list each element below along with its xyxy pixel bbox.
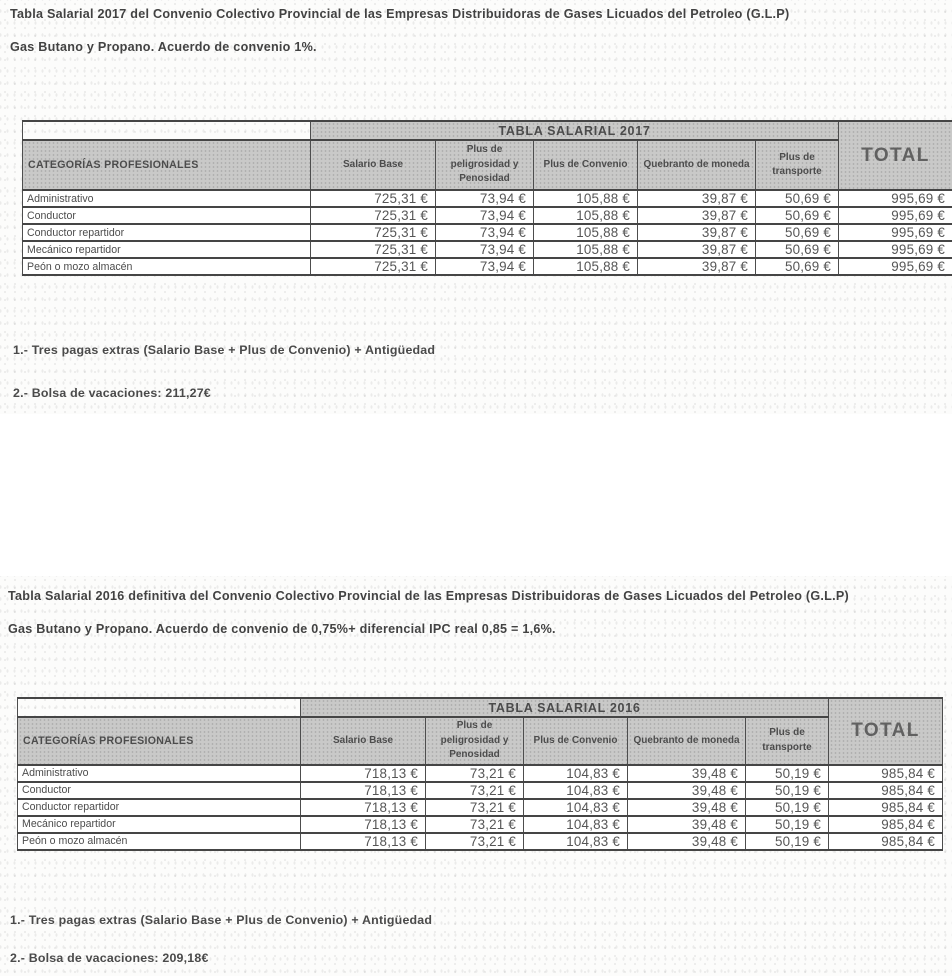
value-cell: 39,87 € xyxy=(638,224,756,241)
heading-2016-line1: Tabla Salarial 2016 definitiva del Convenio Colectivo Provincial de las Empresas Distribuidoras de Gases Licuados del Petroleo (G.L.P) xyxy=(8,589,849,603)
value-cell: 104,83 € xyxy=(524,833,628,850)
value-cell: 105,88 € xyxy=(534,241,638,258)
value-cell: 104,83 € xyxy=(524,799,628,816)
column-header-convenio: Plus de Convenio xyxy=(524,717,628,765)
column-header-quebranto: Quebranto de moneda xyxy=(638,140,756,190)
value-cell: 50,19 € xyxy=(746,816,829,833)
value-cell: 718,13 € xyxy=(301,799,426,816)
column-header-transporte: Plus de transporte xyxy=(756,140,839,190)
note-vacation-allowance-2016: 2.- Bolsa de vacaciones: 209,18€ xyxy=(10,951,209,965)
total-cell: 995,69 € xyxy=(839,190,952,207)
total-cell: 985,84 € xyxy=(829,799,943,816)
value-cell: 105,88 € xyxy=(534,190,638,207)
table-row xyxy=(18,782,943,799)
total-column-header: TOTAL xyxy=(839,121,952,190)
value-cell: 39,48 € xyxy=(628,816,746,833)
value-cell: 50,19 € xyxy=(746,833,829,850)
table-title-row xyxy=(23,121,952,140)
salary-table-2016 xyxy=(17,697,943,851)
category-cell: Administrativo xyxy=(18,765,301,782)
category-cell: Mecánico repartidor xyxy=(23,241,311,258)
value-cell: 39,87 € xyxy=(638,241,756,258)
total-cell: 985,84 € xyxy=(829,782,943,799)
total-column-header: TOTAL xyxy=(829,698,943,765)
value-cell: 73,21 € xyxy=(426,765,524,782)
value-cell: 718,13 € xyxy=(301,833,426,850)
value-cell: 39,48 € xyxy=(628,833,746,850)
value-cell: 50,19 € xyxy=(746,799,829,816)
value-cell: 50,69 € xyxy=(756,190,839,207)
category-cell: Conductor repartidor xyxy=(18,799,301,816)
total-cell: 985,84 € xyxy=(829,765,943,782)
note-extra-pay-2017: 1.- Tres pagas extras (Salario Base + Plus de Convenio) + Antigüedad xyxy=(13,343,436,357)
value-cell: 725,31 € xyxy=(311,190,436,207)
column-header-convenio: Plus de Convenio xyxy=(534,140,638,190)
heading-2017-line1: Tabla Salarial 2017 del Convenio Colectivo Provincial de las Empresas Distribuidoras de Gases Licuados del Petroleo (G.L.P) xyxy=(10,7,790,21)
category-cell: Conductor repartidor xyxy=(23,224,311,241)
column-header-transporte: Plus de transporte xyxy=(746,717,829,765)
value-cell: 50,69 € xyxy=(756,207,839,224)
value-cell: 39,48 € xyxy=(628,799,746,816)
value-cell: 73,94 € xyxy=(436,258,534,275)
value-cell: 50,69 € xyxy=(756,258,839,275)
value-cell: 73,94 € xyxy=(436,190,534,207)
value-cell: 725,31 € xyxy=(311,224,436,241)
column-header-peligrosidad: Plus de peligrosidad y Penosidad xyxy=(436,140,534,190)
table-title: TABLA SALARIAL 2016 xyxy=(301,698,829,717)
value-cell: 39,48 € xyxy=(628,765,746,782)
value-cell: 50,69 € xyxy=(756,224,839,241)
table-row xyxy=(23,258,952,275)
spacer-cell xyxy=(23,121,311,140)
value-cell: 39,87 € xyxy=(638,258,756,275)
value-cell: 73,94 € xyxy=(436,224,534,241)
total-cell: 995,69 € xyxy=(839,207,952,224)
value-cell: 725,31 € xyxy=(311,258,436,275)
table-row xyxy=(23,207,952,224)
note-extra-pay-2016: 1.- Tres pagas extras (Salario Base + Plus de Convenio) + Antigüedad xyxy=(10,913,433,927)
value-cell: 73,21 € xyxy=(426,833,524,850)
category-cell: Administrativo xyxy=(23,190,311,207)
column-header-row xyxy=(23,140,952,190)
total-cell: 985,84 € xyxy=(829,816,943,833)
table-row xyxy=(18,816,943,833)
table-row xyxy=(23,224,952,241)
value-cell: 725,31 € xyxy=(311,207,436,224)
heading-2017-line2: Gas Butano y Propano. Acuerdo de convenio 1%. xyxy=(10,40,317,54)
value-cell: 104,83 € xyxy=(524,765,628,782)
value-cell: 50,69 € xyxy=(756,241,839,258)
value-cell: 73,94 € xyxy=(436,207,534,224)
column-header-salario-base: Salario Base xyxy=(301,717,426,765)
spacer-cell xyxy=(18,698,301,717)
table-title: TABLA SALARIAL 2017 xyxy=(311,121,839,140)
total-cell: 995,69 € xyxy=(839,224,952,241)
value-cell: 73,21 € xyxy=(426,799,524,816)
value-cell: 73,21 € xyxy=(426,782,524,799)
total-cell: 985,84 € xyxy=(829,833,943,850)
category-cell: Mecánico repartidor xyxy=(18,816,301,833)
value-cell: 73,94 € xyxy=(436,241,534,258)
table-row xyxy=(18,833,943,850)
value-cell: 105,88 € xyxy=(534,224,638,241)
salary-table-2017 xyxy=(22,120,952,276)
category-column-header: CATEGORÍAS PROFESIONALES xyxy=(18,717,301,765)
heading-2016-line2: Gas Butano y Propano. Acuerdo de convenio de 0,75%+ diferencial IPC real 0,85 = 1,6%. xyxy=(8,622,556,636)
column-header-quebranto: Quebranto de moneda xyxy=(628,717,746,765)
value-cell: 718,13 € xyxy=(301,782,426,799)
note-vacation-allowance-2017: 2.- Bolsa de vacaciones: 211,27€ xyxy=(13,386,211,400)
total-cell: 995,69 € xyxy=(839,258,952,275)
value-cell: 73,21 € xyxy=(426,816,524,833)
category-cell: Peón o mozo almacén xyxy=(23,258,311,275)
column-header-row xyxy=(18,717,943,765)
value-cell: 39,48 € xyxy=(628,782,746,799)
total-cell: 995,69 € xyxy=(839,241,952,258)
table-row xyxy=(23,190,952,207)
value-cell: 39,87 € xyxy=(638,190,756,207)
value-cell: 39,87 € xyxy=(638,207,756,224)
category-cell: Conductor xyxy=(23,207,311,224)
value-cell: 105,88 € xyxy=(534,258,638,275)
value-cell: 718,13 € xyxy=(301,765,426,782)
category-cell: Peón o mozo almacén xyxy=(18,833,301,850)
column-header-peligrosidad: Plus de peligrosidad y Penosidad xyxy=(426,717,524,765)
value-cell: 50,19 € xyxy=(746,765,829,782)
table-row xyxy=(18,799,943,816)
value-cell: 50,19 € xyxy=(746,782,829,799)
scan-white-band xyxy=(0,414,952,576)
value-cell: 718,13 € xyxy=(301,816,426,833)
column-header-salario-base: Salario Base xyxy=(311,140,436,190)
table-row xyxy=(18,765,943,782)
category-cell: Conductor xyxy=(18,782,301,799)
table-title-row xyxy=(18,698,943,717)
value-cell: 104,83 € xyxy=(524,782,628,799)
value-cell: 725,31 € xyxy=(311,241,436,258)
table-row xyxy=(23,241,952,258)
value-cell: 105,88 € xyxy=(534,207,638,224)
value-cell: 104,83 € xyxy=(524,816,628,833)
category-column-header: CATEGORÍAS PROFESIONALES xyxy=(23,140,311,190)
